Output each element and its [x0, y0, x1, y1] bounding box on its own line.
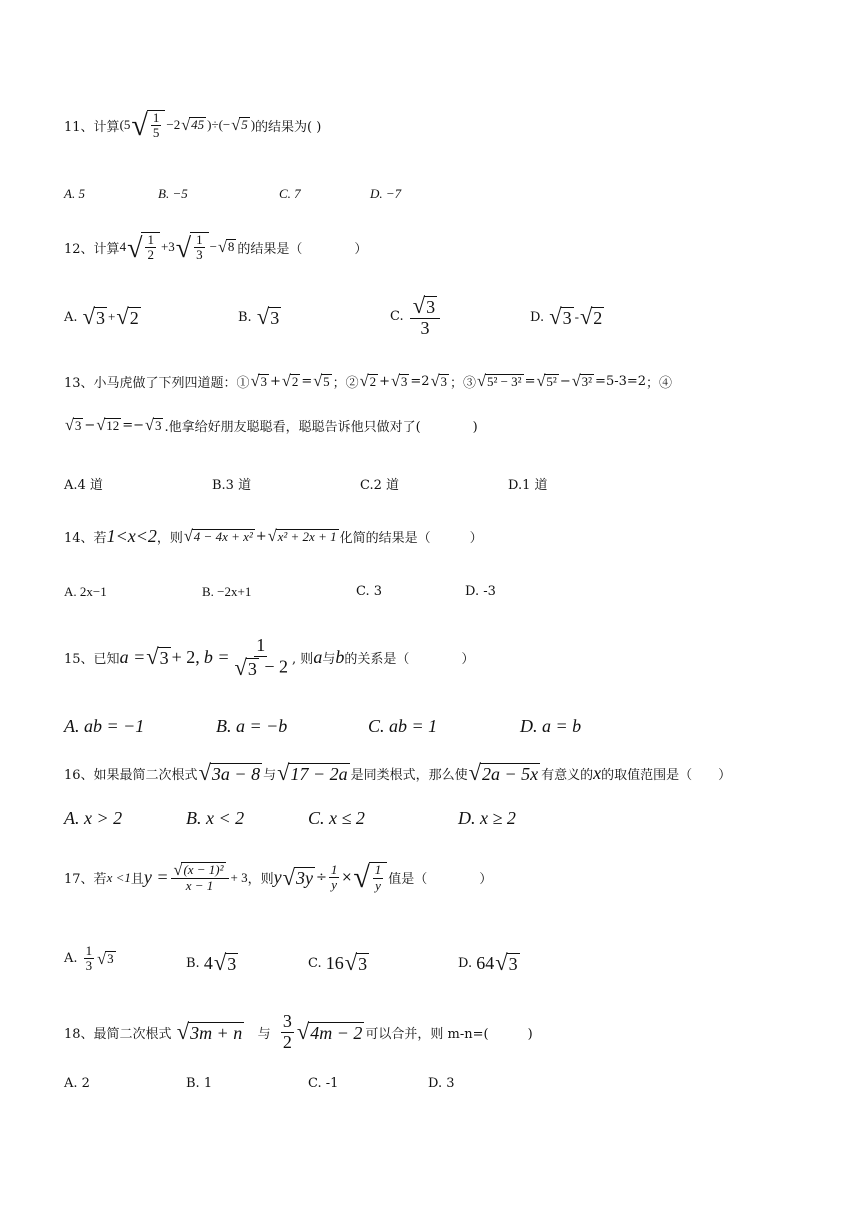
option-c: C. 16 √ 3 [308, 950, 368, 975]
question-16: 16、 如果最简二次根式 √ 3a − 8 与 √ 17 − 2a 是同类根式，那么使 √ 2a − 5x 有意义的 x 的取值范围是（ ） [64, 760, 732, 785]
option-b: B. 1 [186, 1076, 213, 1091]
option-d: D. 3 [428, 1076, 455, 1091]
radical: √ $\frac{1}{2}$ [127, 232, 160, 263]
radical: √ 8 [218, 238, 235, 257]
option-a: A. √ 3 + √ 2 [64, 304, 139, 329]
option-d: D. a = b [520, 716, 582, 736]
option-c: C. 7 [279, 186, 301, 201]
question-11: 11、 计算 (5 √ $\frac{1}{5}$ −2 √ 45 )÷(− √ 5 ) 的结果为( ) [64, 108, 322, 142]
option-a: A. $\frac{1}{3}$ √ 3 [64, 943, 114, 974]
question-suffix: 的结果为( ) [255, 119, 322, 135]
option-d: D. -3 [465, 584, 496, 599]
question-number: 14、 [64, 531, 94, 546]
option-c: C. ab = 1 [368, 716, 438, 736]
option-c: C. x ≤ 2 [308, 808, 365, 828]
radical: √ 5 [231, 116, 248, 135]
radical: √ $\frac{1}{3}$ [176, 232, 209, 263]
option-c: C. √ 3 3 [390, 295, 442, 338]
option-a: A. 2x−1 [64, 584, 107, 599]
option-d: D. 64 √ 3 [458, 950, 518, 975]
question-17: 17、 若 x <1 且 y = √ (x − 1)² x − 1 + 3 ，则 y √ 3y ÷ $\frac{1}{y}$ × √ $\frac{1}{y}$ 值是（ ） [64, 861, 493, 895]
question-number: 18、 [64, 1026, 94, 1042]
option-b: B. −5 [158, 186, 188, 201]
question-14: 14、 若 1<x<2 ，则 √ 4 − 4x + x² + √ x² + 2x + 1 化简的结果是（ ） [64, 526, 483, 546]
question-13-line-2: √ 3 − √ 12 =− √ 3 .他拿给好朋友聪聪看，聪聪告诉他只做对了( ) [65, 416, 478, 435]
option-b: B. x < 2 [186, 808, 245, 828]
question-13: 13、 小马虎做了下列四道题：① √ 3 + √ 2 = √ 5 ；② √ 2 + √ 3 =2 √ 3 ；③ √ 5² − 3² = √ 5² − √ 3² =5-3=2 ；④ [64, 372, 673, 391]
question-number: 12、 [64, 241, 94, 257]
option-a: A. ab = −1 [64, 716, 145, 736]
option-d: D. x ≥ 2 [458, 808, 516, 828]
option-a: A. x > 2 [64, 808, 123, 828]
option-c: C. -1 [308, 1076, 339, 1091]
option-d: D.1 道 [508, 478, 548, 493]
option-a: A. 5 [64, 186, 85, 201]
radical: √ $\frac{1}{5}$ [131, 110, 165, 141]
option-d: D. −7 [370, 186, 402, 201]
question-number: 11、 [64, 119, 94, 135]
question-18: 18、 最简二次根式 √ 3m + n 与 $\frac{3}{2}$ √ 4m − 2 可以合并，则 m-n=( ) [64, 1011, 533, 1052]
option-b: B. √ 3 [238, 304, 280, 329]
radical: √ 45 [181, 116, 205, 135]
option-b: B. a = −b [216, 716, 288, 736]
question-prefix: 计算 [93, 119, 120, 135]
question-number: 17、 [64, 872, 94, 888]
option-a: A. 2 [64, 1076, 90, 1091]
option-c: C. 3 [356, 584, 383, 599]
option-b: B. 4 √ 3 [186, 950, 237, 975]
option-a: A.4 道 [64, 478, 103, 493]
option-d: D. √ 3 - √ 2 [530, 304, 603, 329]
option-b: B. −2x+1 [202, 584, 252, 599]
question-15: 15、 已知 a = √ 3 + 2, b = 1 √ 3 − 2 , 则 a 与 b 的关系是（ ） [64, 635, 475, 680]
question-number: 13、 [64, 376, 94, 391]
question-12: 12、 计算 4 √ $\frac{1}{2}$ +3 √ $\frac{1}{3}$ − √ 8 的结果是（ ） [64, 232, 368, 264]
option-c: C.2 道 [360, 478, 400, 493]
question-number: 16、 [64, 767, 94, 783]
option-b: B.3 道 [212, 478, 252, 493]
question-number: 15、 [64, 652, 94, 668]
